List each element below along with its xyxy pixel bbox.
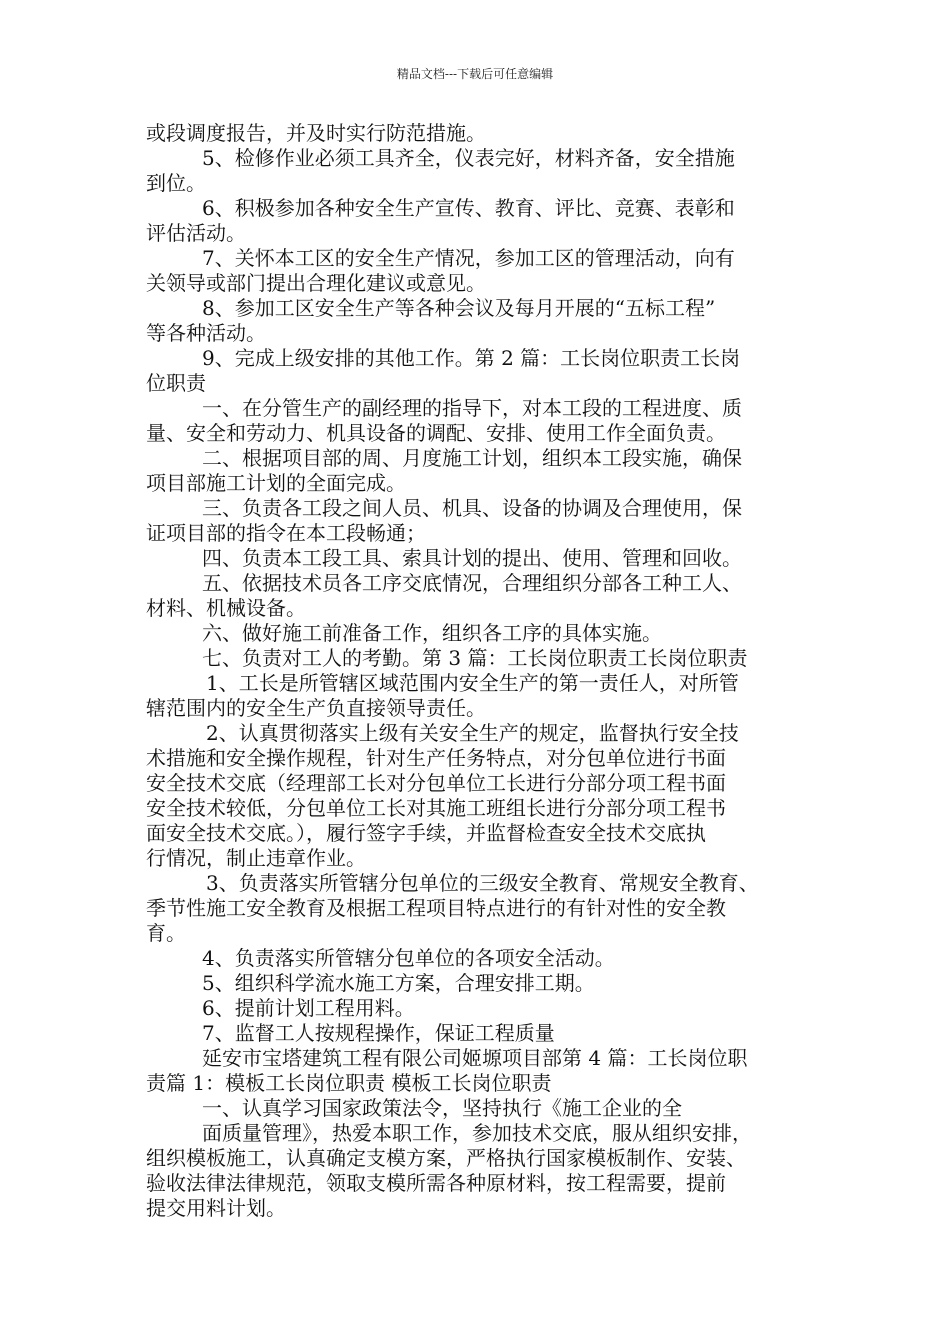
text-line: 位职责 [146,371,206,395]
text-line: 三、负责各工段之间人员、机具、设备的协调及合理使用，保 [202,496,742,520]
text-line: 关领导或部门提出合理化建议或意见。 [146,271,486,295]
text-line: 安全技术交底（经理部工长对分包单位工长进行分部分项工程书面 [146,771,726,795]
text-line: 四、负责本工段工具、索具计划的提出、使用、管理和回收。 [202,546,742,570]
text-line: 五、依据技术员各工序交底情况，合理组织分部各工种工人、 [202,571,742,595]
text-line: 证项目部的指令在本工段畅通； [146,521,426,545]
text-line: 术措施和安全操作规程，针对生产任务特点，对分包单位进行书面 [146,746,726,770]
text-line: 七、负责对工人的考勤。第 3 篇：工长岗位职责工长岗位职责 [202,646,748,670]
text-line: 2、认真贯彻落实上级有关安全生产的规定，监督执行安全技 [206,721,739,745]
text-line: 面安全技术交底。），履行签字手续，并监督检查安全技术交底执 [146,821,706,845]
text-line: 5、组织科学流水施工方案，合理安排工期。 [202,971,595,995]
text-line: 验收法律法律规范，领取支模所需各种原材料，按工程需要，提前 [146,1171,726,1195]
text-line: 项目部施工计划的全面完成。 [146,471,406,495]
text-line: 安全技术较低，分包单位工长对其施工班组长进行分部分项工程书 [146,796,726,820]
text-line: 一、认真学习国家政策法令，坚持执行《施工企业的全 [202,1096,682,1120]
text-line: 3、负责落实所管辖分包单位的三级安全教育、常规安全教育、 [206,871,759,895]
text-line: 7、监督工人按规程操作，保证工程质量 [202,1021,555,1045]
text-line: 6、提前计划工程用料。 [202,996,415,1020]
text-line: 六、做好施工前准备工作，组织各工序的具体实施。 [202,621,662,645]
text-line: 6、积极参加各种安全生产宣传、教育、评比、竞赛、表彰和 [202,196,735,220]
text-line: 责篇 1：模板工长岗位职责 模板工长岗位职责 [146,1071,552,1095]
text-line: 9、完成上级安排的其他工作。第 2 篇：工长岗位职责工长岗 [202,346,741,370]
text-line: 面质量管理》，热爱本职工作，参加技术交底，服从组织安排， [202,1121,752,1145]
text-line: 辖范围内的安全生产负直接领导责任。 [146,696,486,720]
text-line: 提交用料计划。 [146,1196,286,1220]
text-line: 评估活动。 [146,221,246,245]
text-line: 组织模板施工，认真确定支模方案，严格执行国家模板制作、安装、 [146,1146,746,1170]
text-line: 季节性施工安全教育及根据工程项目特点进行的有针对性的安全教 [146,896,726,920]
text-line: 或段调度报告，并及时实行防范措施。 [146,121,486,145]
text-line: 一、在分管生产的副经理的指导下，对本工段的工程进度、质 [202,396,742,420]
text-line: 等各种活动。 [146,321,266,345]
text-line: 8、参加工区安全生产等各种会议及每月开展的“五标工程” [202,296,716,320]
text-line: 1、工长是所管辖区域范围内安全生产的第一责任人，对所管 [206,671,739,695]
text-line: 5、检修作业必须工具齐全，仪表完好，材料齐备，安全措施 [202,146,735,170]
document-body [146,121,818,1221]
text-line: 材料、机械设备。 [146,596,306,620]
text-line: 4、负责落实所管辖分包单位的各项安全活动。 [202,946,615,970]
text-line: 7、关怀本工区的安全生产情况，参加工区的管理活动，向有 [202,246,735,270]
text-line: 育。 [146,921,186,945]
text-line: 二、根据项目部的周、月度施工计划，组织本工段实施，确保 [202,446,742,470]
text-line: 量、安全和劳动力、机具设备的调配、安排、使用工作全面负责。 [146,421,726,445]
text-line: 延安市宝塔建筑工程有限公司姬塬项目部第 4 篇：工长岗位职 [202,1046,748,1070]
text-line: 到位。 [146,171,206,195]
page-header: 精品文档---下载后可任意编辑 [396,67,554,81]
text-line: 行情况，制止违章作业。 [146,846,366,870]
